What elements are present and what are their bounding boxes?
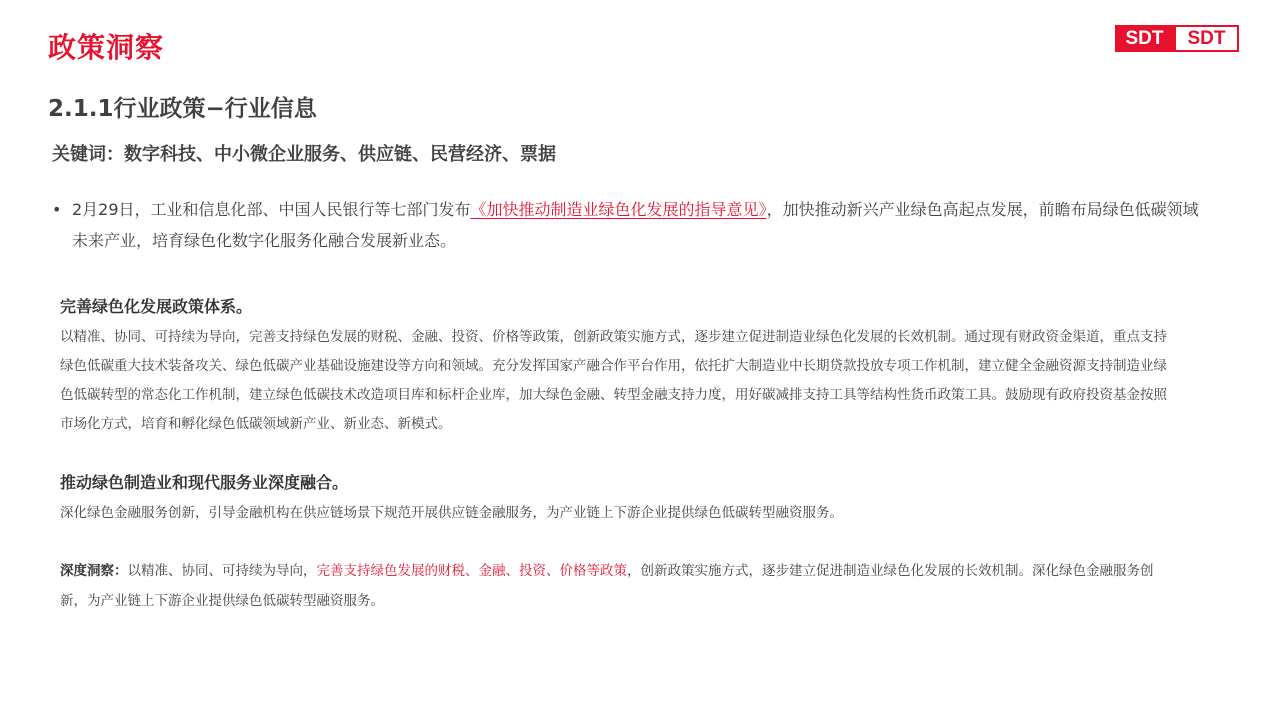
policy-document-link[interactable]: 《加快推动制造业绿色化发展的指导意见》 bbox=[470, 200, 767, 219]
sdt-logo bbox=[1115, 25, 1239, 52]
block-body: 以精准、协同、可持续为导向，完善支持绿色发展的财税、金融、投资、价格等政策，创新政策实施方式，逐步建立促进制造业绿色化发展的长效机制。通过现有财政资金渠道，重点支持绿色低碳重大技术装备攻关、绿色低碳产业基础设施建设等方向和领域。充分发挥国家产融合作平台作用，依托扩大制造业中长期贷款投放专项工作机制，建立健全金融资源支持制造业绿色低碳转型的常态化工作机制，建立绿色低碳技术改造项目库和标杆企业库，加大绿色金融、转型金融支持力度，用好碳减排支持工具等结构性货币政策工具。鼓励现有政府投资基金按照市场化方式，培育和孵化绿色低碳领域新产业、新业态、新模式。 bbox=[60, 329, 1167, 432]
insight-before-highlight: 以精准、协同、可持续为导向， bbox=[127, 563, 317, 579]
block-title: 完善绿色化发展政策体系。 bbox=[60, 297, 253, 316]
intro-paragraph bbox=[52, 194, 1212, 256]
bullet-icon: • bbox=[52, 200, 62, 219]
keywords-line: 关键词：数字科技、中小微企业服务、供应链、民营经济、票据 bbox=[52, 144, 556, 165]
block-body: 深化绿色金融服务创新，引导金融机构在供应链场景下规范开展供应链金融服务，为产业链上下游企业提供绿色低碳转型融资服务。 bbox=[60, 505, 843, 521]
page-header-title: 政策洞察 bbox=[48, 31, 165, 64]
intro-text bbox=[72, 194, 1212, 256]
policy-block-green-system bbox=[60, 294, 1170, 439]
insight-after-highlight: ，创新政策实施方式，逐步建立促进制造业绿色化发展的长效机制。深化绿色金融服务创新，为产业链上下游企业提供绿色低碳转型融资服务。 bbox=[60, 563, 1154, 609]
insight-label: 深度洞察： bbox=[60, 563, 128, 579]
policy-block-integration bbox=[60, 470, 1170, 528]
insight-highlight: 完善支持绿色发展的财税、金融、投资、价格等政策 bbox=[316, 563, 627, 579]
intro-before-link: 2月29日，工业和信息化部、中国人民银行等七部门发布 bbox=[72, 200, 471, 219]
logo-right-text: SDT bbox=[1174, 25, 1239, 52]
intro-after-link: ，加快推动新兴产业绿色高起点发展，前瞻布局绿色低碳领域未来产业，培育绿色化数字化服务化融合发展新业态。 bbox=[72, 200, 1199, 250]
block-title: 推动绿色制造业和现代服务业深度融合。 bbox=[60, 473, 349, 492]
logo-left-text: SDT bbox=[1115, 25, 1174, 52]
deep-insight-paragraph bbox=[60, 556, 1170, 616]
section-title: 2.1.1行业政策−行业信息 bbox=[48, 96, 317, 122]
